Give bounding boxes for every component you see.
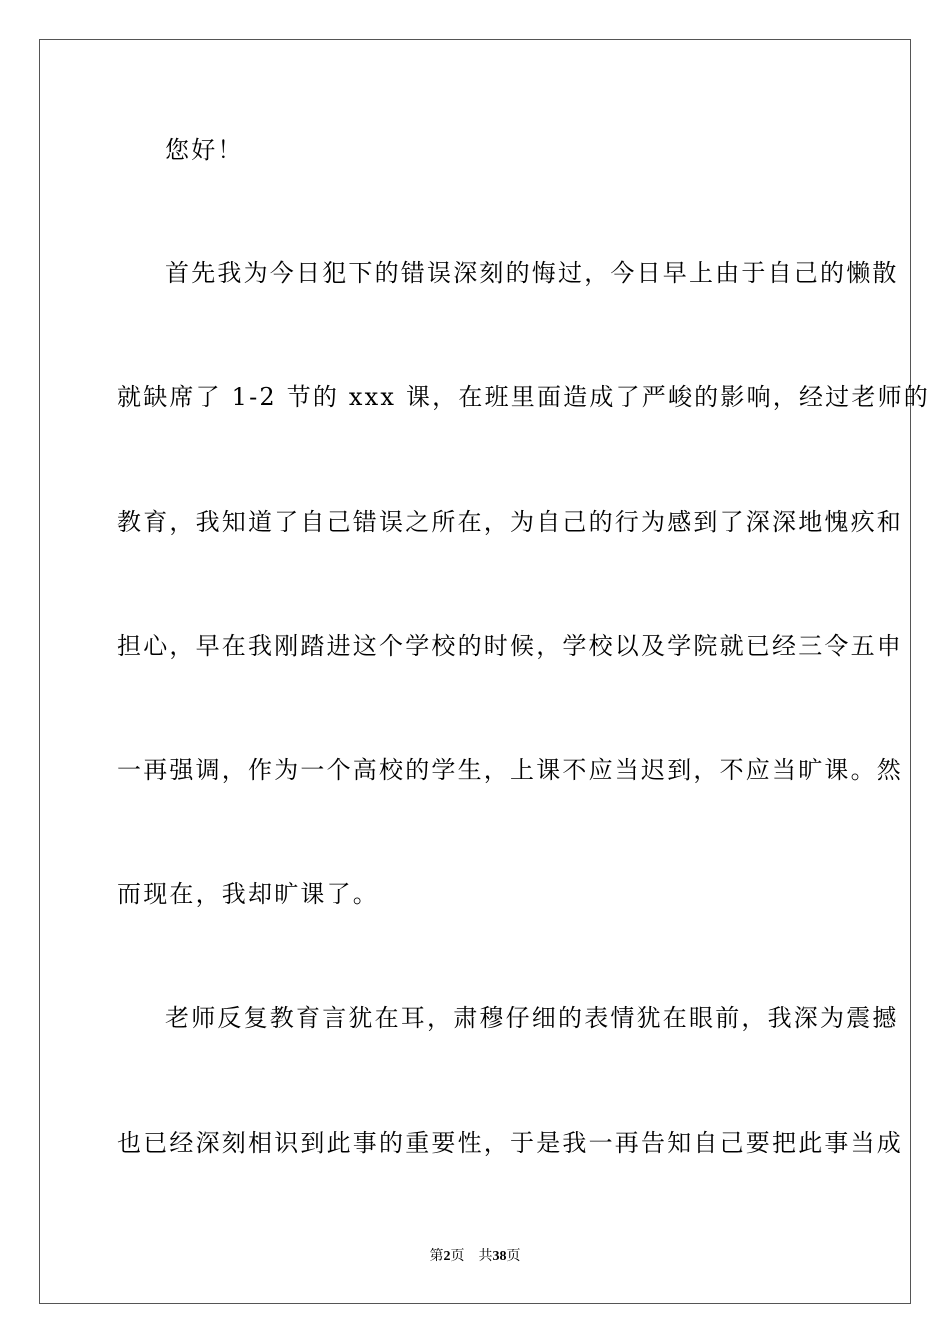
paragraph-1-line-1: 首先我为今日犯下的错误深刻的悔过，今日早上由于自己的懒散 [165,259,899,287]
paragraph-1-line-3: 教育，我知道了自己错误之所在，为自己的行为感到了深深地愧疚和 [117,508,903,536]
paragraph-1-line-5: 一再强调，作为一个高校的学生，上课不应当迟到，不应当旷课。然 [117,756,903,784]
page-label-prefix: 第 [429,1249,444,1264]
paragraph-2-line-1: 老师反复教育言犹在耳，肃穆仔细的表情犹在眼前，我深为震撼 [165,1004,899,1032]
paragraph-1-line-4: 担心，早在我刚踏进这个学校的时候，学校以及学院就已经三令五申 [117,632,903,660]
page-label-suffix: 页 [450,1249,465,1264]
total-label-prefix: 共 [478,1249,493,1264]
paragraph-1-line-6: 而现在，我却旷课了。 [117,880,379,908]
paragraph-1-line-2: 就缺席了 1-2 节的 xxx 课，在班里面造成了严峻的影响，经过老师的 [117,383,930,411]
total-pages: 38 [492,1249,507,1264]
page-number: 2 [443,1249,451,1264]
page-border [39,39,930,1304]
greeting-line: 您好！ [165,136,244,164]
paragraph-2-line-2: 也已经深刻相识到此事的重要性，于是我一再告知自己要把此事当成 [117,1129,903,1157]
page-footer [0,1248,950,1266]
total-label-suffix: 页 [506,1249,521,1264]
